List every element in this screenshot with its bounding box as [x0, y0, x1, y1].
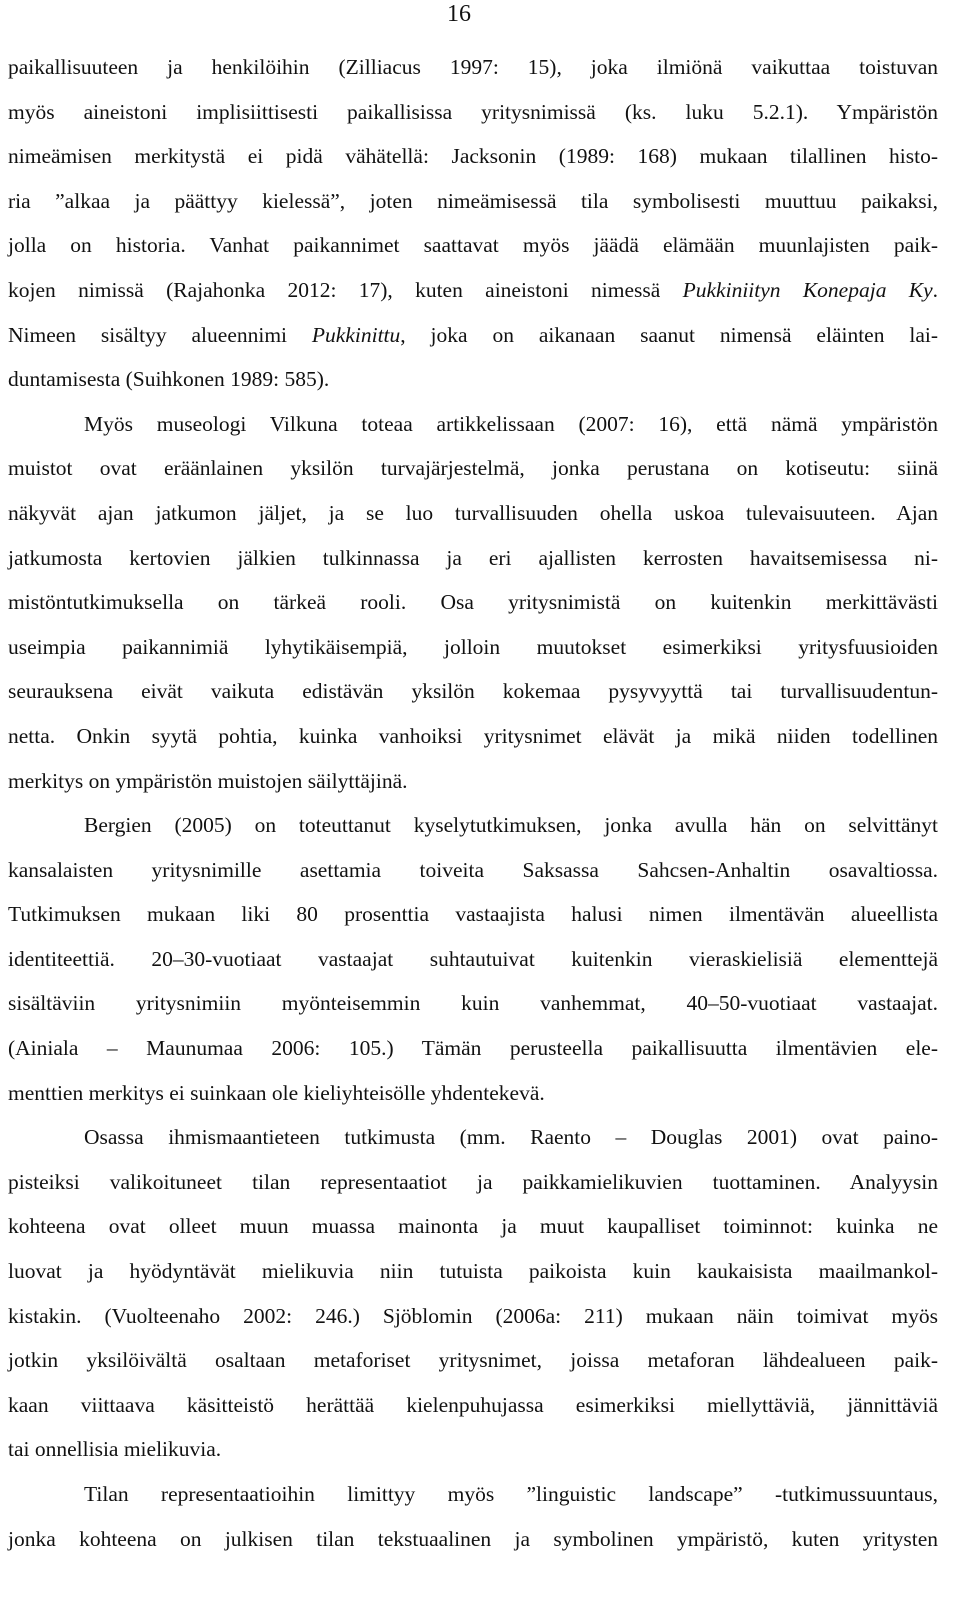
text-line: luovat ja hyödyntävät mielikuvia niin tutuista paikoista kuin kaukaisista maailmankol-	[8, 1259, 938, 1284]
text-line: myös aineistoni implisiittisesti paikallisissa yritysnimissä (ks. luku 5.2.1). Ympäristön	[8, 99, 938, 124]
text-line: kistakin. (Vuolteenaho 2002: 246.) Sjöblomin (2006a: 211) mukaan näin toimivat myös	[8, 1303, 938, 1328]
text-line: pisteiksi valikoituneet tilan representaatiot ja paikkamielikuvien tuottaminen. Analyysin	[8, 1169, 938, 1194]
text-line: jotkin yksilöivältä osaltaan metaforiset yritysnimet, joissa metaforan lähdealueen paik-	[8, 1348, 938, 1373]
text-line: tai onnellisia mielikuvia.	[8, 1437, 222, 1462]
text-run: .	[932, 277, 938, 302]
company-name-example: Pukkiniityn Konepaja Ky	[682, 277, 933, 302]
text-run: Nimeen sisältyy alueennimi	[8, 322, 312, 347]
text-line: nimeämisen merkitystä ei pidä vähätellä: Jacksonin (1989: 168) mukaan tilallinen histo-	[8, 144, 938, 169]
area-name-example: Pukkinittu	[311, 322, 401, 347]
text-line: Tutkimuksen mukaan liki 80 prosenttia vastaajista halusi nimen ilmentävän alueellista	[8, 902, 938, 927]
text-line: jatkumosta kertovien jälkien tulkinnassa ja eri ajallisten kerrosten havaitsemisessa ni-	[8, 545, 938, 570]
text-line: ria ”alkaa ja päättyy kielessä”, joten nimeämisessä tila symbolisesti muuttuu paikaksi,	[8, 188, 938, 213]
text-line: Tilan representaatioihin limittyy myös ”linguistic landscape” -tutkimussuuntaus,	[84, 1482, 938, 1506]
text-line: Osassa ihmismaantieteen tutkimusta (mm. Raento – Douglas 2001) ovat paino-	[84, 1125, 938, 1150]
text-run: kojen nimissä (Rajahonka 2012: 17), kuten aineistoni nimessä	[8, 277, 683, 302]
text-line: identiteettiä. 20–30-vuotiaat vastaajat suhtautuivat kuitenkin vieraskielisiä elementtejä	[8, 946, 938, 971]
text-line: muistot ovat eräänlainen yksilön turvajärjestelmä, jonka perustana on kotiseutu: siinä	[8, 456, 938, 481]
text-line: jolla on historia. Vanhat paikannimet saattavat myös jäädä elämään muunlajisten paik-	[8, 233, 938, 258]
text-line: Bergien (2005) on toteuttanut kyselytutkimuksen, jonka avulla hän on selvittänyt	[84, 813, 938, 838]
text-line: jonka kohteena on julkisen tilan tekstuaalinen ja symbolinen ympäristö, kuten yritysten	[8, 1526, 938, 1551]
text-line: kohteena ovat olleet muun muassa mainonta ja muut kaupalliset toiminnot: kuinka ne	[8, 1214, 938, 1239]
text-line: (Ainiala – Maunumaa 2006: 105.) Tämän perusteella paikallisuutta ilmentävien ele-	[8, 1036, 938, 1061]
text-line: kaan viittaava käsitteistö herättää kielenpuhujassa esimerkiksi miellyttäviä, jännittäviä	[8, 1392, 938, 1417]
text-line: paikallisuuteen ja henkilöihin (Zilliacus 1997: 15), joka ilmiönä vaikuttaa toistuvan	[8, 55, 938, 79]
page-number: 16	[447, 1, 471, 27]
text-line: duntamisesta (Suihkonen 1989: 585).	[8, 367, 330, 392]
text-line: sisältäviin yritysnimiin myönteisemmin kuin vanhemmat, 40–50-vuotiaat vastaajat.	[8, 991, 938, 1016]
text-line: seurauksena eivät vaikuta edistävän yksilön kokemaa pysyvyyttä tai turvallisuudentun-	[8, 679, 938, 704]
text-line: kansalaisten yritysnimille asettamia toiveita Saksassa Sahcsen-Anhaltin osavaltiossa.	[8, 857, 938, 882]
text-line: menttien merkitys ei suinkaan ole kieliyhteisölle yhdentekevä.	[8, 1080, 545, 1105]
text-line: Myös museologi Vilkuna toteaa artikkelissaan (2007: 16), että nämä ympäristön	[84, 411, 938, 436]
text-line: useimpia paikannimiä lyhytikäisempiä, jolloin muutokset esimerkiksi yritysfuusioiden	[8, 634, 938, 659]
body-text	[8, 45, 938, 1561]
text-line	[8, 268, 938, 313]
text-line: netta. Onkin syytä pohtia, kuinka vanhoiksi yritysnimet elävät ja mikä niiden todellinen	[8, 723, 938, 748]
text-line	[8, 313, 938, 358]
text-line: näkyvät ajan jatkumon jäljet, ja se luo turvallisuuden ohella uskoa tulevaisuuteen. Ajan	[8, 500, 938, 525]
text-line: merkitys on ympäristön muistojen säilyttäjinä.	[8, 768, 408, 793]
text-run: , joka on aikanaan saanut nimensä eläinten lai-	[400, 322, 939, 347]
text-line: mistöntutkimuksella on tärkeä rooli. Osa yritysnimistä on kuitenkin merkittävästi	[8, 590, 938, 615]
